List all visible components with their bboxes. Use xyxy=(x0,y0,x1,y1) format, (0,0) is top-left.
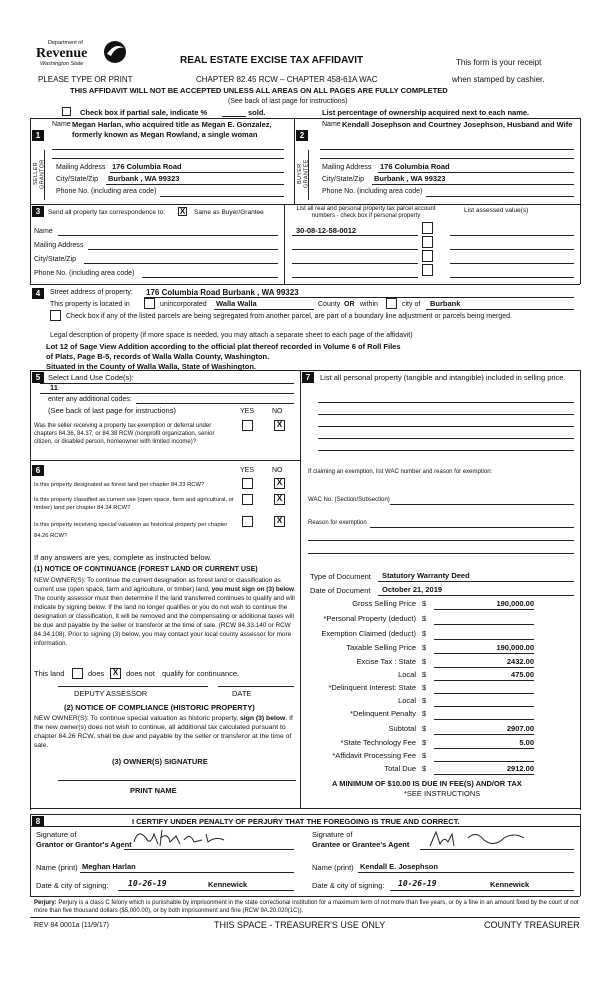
treasurer-space-label: THIS SPACE - TREASURER'S USE ONLY xyxy=(214,920,386,930)
county-value[interactable]: Walla Walla xyxy=(216,299,257,308)
segregated-checkbox[interactable] xyxy=(50,310,61,321)
sold-label: sold. xyxy=(248,108,266,117)
qualify-label: qualify for continuance. xyxy=(162,669,240,678)
notice1-bold: you must sign on (3) below xyxy=(211,586,294,593)
notice-compliance-text xyxy=(34,714,296,750)
fee-value-6[interactable] xyxy=(434,684,534,694)
exemption-wac-label: If claiming an exemption, list WAC number and reason for exemption: xyxy=(308,469,493,475)
city-checkbox[interactable] xyxy=(386,298,397,309)
dor-logo xyxy=(36,40,136,70)
grantor-sig-of: Signature of xyxy=(36,830,77,839)
fee-value-2[interactable] xyxy=(434,630,534,640)
grantor-agent-label: Grantor or Grantor's Agent xyxy=(36,840,132,849)
fee-value-3[interactable]: 190,000.00 xyxy=(434,644,534,654)
grantee-city-value[interactable]: Kennewick xyxy=(490,880,530,889)
does-not-checkbox[interactable]: X xyxy=(110,668,121,679)
fee-label-10: *State Technology Fee xyxy=(340,738,416,747)
s5-no-checkbox[interactable]: X xyxy=(274,420,285,431)
fee-dollar-9: $ xyxy=(422,724,427,733)
fee-value-4[interactable]: 2432.00 xyxy=(434,658,534,668)
fee-label-8: *Delinquent Penalty xyxy=(350,709,416,718)
logo-revenue-text: Revenue xyxy=(36,46,88,61)
fee-dollar-2: $ xyxy=(422,629,427,638)
fee-label-1: *Personal Property (deduct) xyxy=(323,614,416,623)
grantee-name-label: Name (print) xyxy=(312,863,354,872)
perjury-note xyxy=(34,899,580,915)
s5-no-header: NO xyxy=(272,408,283,415)
parcel-1-personal-checkbox[interactable] xyxy=(422,222,433,234)
fee-dollar-3: $ xyxy=(422,643,427,652)
buyer-phone-label: Phone No. (including area code) xyxy=(322,188,423,195)
correspondence-name-label: Name xyxy=(34,228,53,235)
section-1-number: 1 xyxy=(32,130,44,141)
fee-label-0: Gross Selling Price xyxy=(352,599,416,608)
grantor-name-value[interactable]: Meghan Harlan xyxy=(82,862,136,871)
logo-swoosh-icon xyxy=(102,40,128,64)
fee-label-5: Local xyxy=(398,670,416,679)
section-5-number: 5 xyxy=(32,372,44,383)
fee-dollar-6: $ xyxy=(422,683,427,692)
doc-type-value[interactable]: Statutory Warranty Deed xyxy=(382,571,470,580)
print-name-label: PRINT NAME xyxy=(130,786,177,795)
grantor-date-label: Date & city of signing: xyxy=(36,881,109,890)
see-instructions-note: *SEE INSTRUCTIONS xyxy=(404,789,481,798)
deputy-assessor-label: DEPUTY ASSESSOR xyxy=(74,689,148,698)
partial-sale-pct-field[interactable] xyxy=(222,108,246,117)
city-of-label: city of xyxy=(402,301,421,308)
fee-value-7[interactable] xyxy=(434,697,534,707)
current-use-question: Is this property classified as current use (open space, farm and agricultural, or timber) land per chapter 84.34 RCW? xyxy=(34,497,234,511)
unincorporated-checkbox[interactable] xyxy=(144,298,155,309)
seller-city-value[interactable]: Burbank , WA 99323 xyxy=(108,174,180,183)
land-use-code[interactable]: 11 xyxy=(50,383,58,392)
print-note: PLEASE TYPE OR PRINT xyxy=(38,75,133,84)
or-label: OR xyxy=(344,301,355,308)
forest-land-question: Is this property designated as forest land per chapter 84.33 RCW? xyxy=(34,482,205,488)
certify-text: I CERTIFY UNDER PENALTY OF PERJURY THAT THE FOREGOING IS TRUE AND CORRECT. xyxy=(132,817,460,826)
q1-no-checkbox[interactable]: X xyxy=(274,478,285,489)
fee-label-7: Local xyxy=(398,696,416,705)
doc-type-label: Type of Document xyxy=(310,572,371,581)
fee-dollar-12: $ xyxy=(422,764,427,773)
buyer-name-label: Name xyxy=(322,121,341,128)
correspondence-phone-label: Phone No. (including area code) xyxy=(34,270,135,277)
grantor-signature-image[interactable] xyxy=(128,826,238,850)
land-use-label: Select Land Use Code(s): xyxy=(48,373,134,382)
notice-continuance-text xyxy=(34,576,296,648)
seller-name-value[interactable]: Megan Harlan, who acquired title as Megan E. Gonzalez, formerly known as Megan Rowland, a single woman xyxy=(72,120,272,139)
s6-yes-header: YES xyxy=(240,467,255,474)
fee-label-9: Subtotal xyxy=(388,724,416,733)
form-title: REAL ESTATE EXCISE TAX AFFIDAVIT xyxy=(180,55,364,66)
warning-text: THIS AFFIDAVIT WILL NOT BE ACCEPTED UNLESS ALL AREAS ON ALL PAGES ARE FULLY COMPLETED xyxy=(70,86,448,95)
notice2-part-a: NEW OWNER(S): To continue special valuation as historic property, xyxy=(34,715,239,722)
city-value[interactable]: Burbank xyxy=(430,299,461,308)
fee-label-11: *Affidavit Processing Fee xyxy=(332,751,416,760)
perjury-text: Perjury is a class C felony which is punishable by imprisonment in the state correctional institution for a maximum term of not more than five years, or by a fine in an amount fixed by the court of not more than five thousand dollars ($5,000.00), or by both imprisonment and fine (RCW 9A.20.020(1C)). xyxy=(34,900,579,914)
fee-value-11[interactable] xyxy=(434,752,534,762)
fee-label-6: *Delinquent Interest: State xyxy=(328,683,416,692)
within-label: within xyxy=(360,301,378,308)
section-8-number: 8 xyxy=(32,816,44,827)
doc-date-label: Date of Document xyxy=(310,586,371,595)
buyer-city-label: City/State/Zip xyxy=(322,176,365,183)
q2-no-checkbox[interactable]: X xyxy=(274,494,285,505)
grantor-city-value[interactable]: Kennewick xyxy=(208,880,248,889)
perjury-label: Perjury: xyxy=(34,900,57,906)
notice-compliance-title: (2) NOTICE OF COMPLIANCE (HISTORIC PROPERTY) xyxy=(64,703,255,712)
s5-yes-header: YES xyxy=(240,408,255,415)
q3-no-checkbox[interactable]: X xyxy=(274,516,285,527)
q1-yes-checkbox[interactable] xyxy=(242,478,253,489)
receipt-note-1: This form is your receipt xyxy=(456,58,542,67)
segregated-label: Check box if any of the listed parcels are being segregated from another parcel, are part of a boundary line adjustment or parcels being merged. xyxy=(66,313,512,320)
buyer-city-value[interactable]: Burbank , WA 99323 xyxy=(374,174,446,183)
s6-no-header: NO xyxy=(272,467,283,474)
date-label: DATE xyxy=(232,689,252,698)
buyer-mailing-value[interactable]: 176 Columbia Road xyxy=(380,162,450,171)
q3-yes-checkbox[interactable] xyxy=(242,516,253,527)
correspondence-mailing-label: Mailing Address xyxy=(34,242,84,249)
seller-phone-label: Phone No. (including area code) xyxy=(56,188,157,195)
historic-question: Is this property receiving special valuation as historical property per chapter 84.26 RCW? xyxy=(34,522,228,539)
owner-signature-label: (3) OWNER(S) SIGNATURE xyxy=(112,757,208,766)
does-label: does xyxy=(88,669,105,678)
street-address-value[interactable]: 176 Columbia Road Burbank , WA 99323 xyxy=(146,288,299,297)
fee-value-0[interactable]: 190,000.00 xyxy=(434,600,534,610)
fee-value-8[interactable] xyxy=(434,710,534,720)
grantee-agent-label: Grantee or Grantee's Agent xyxy=(312,840,410,849)
fee-value-12[interactable]: 2912.00 xyxy=(434,765,534,775)
personal-property-label: List all personal property (tangible and intangible) included in selling price. xyxy=(320,373,566,382)
section-2-number: 2 xyxy=(296,130,308,141)
fee-dollar-0: $ xyxy=(422,599,427,608)
fee-label-12: Total Due xyxy=(384,764,416,773)
grantee-name-value[interactable]: Kendall E. Josephson xyxy=(360,862,438,871)
same-as-buyer-label: Same as Buyer/Grantee xyxy=(194,209,264,216)
grantor-date-value[interactable]: 10-26-19 xyxy=(128,879,167,888)
notice2-bold: sign (3) below xyxy=(240,715,286,722)
parcel-4-personal-checkbox[interactable] xyxy=(422,264,433,276)
parcel-3-personal-checkbox[interactable] xyxy=(422,250,433,262)
section-7-number: 7 xyxy=(302,372,314,383)
buyer-name-value[interactable]: Kendall Josephson and Courtney Josephson, Husband and Wife xyxy=(342,120,573,129)
county-label: County xyxy=(318,301,341,308)
section-4-number: 4 xyxy=(32,288,44,299)
fee-dollar-5: $ xyxy=(422,670,427,679)
fee-label-4: Excise Tax : State xyxy=(356,657,416,666)
notice-continuance-title: (1) NOTICE OF CONTINUANCE (FOREST LAND OR CURRENT USE) xyxy=(34,566,258,573)
section-6-number: 6 xyxy=(32,465,44,476)
fee-dollar-8: $ xyxy=(422,709,427,718)
located-in-label: This property is located in xyxy=(50,301,130,308)
see-back-note: (See back of last page for instructions) xyxy=(228,98,348,105)
land-use-see-back: (See back of last page for instructions) xyxy=(48,406,176,415)
fee-value-9[interactable]: 2907.00 xyxy=(434,725,534,735)
this-land-label: This land xyxy=(34,669,65,678)
assessed-header: List assessed value(s) xyxy=(464,207,529,214)
wac-no-label: WAC No. (Section/Subsection) xyxy=(308,497,390,503)
grantee-date-label: Date & city of signing: xyxy=(312,881,385,890)
logo-state-text: Washington State xyxy=(40,61,84,67)
fee-value-1[interactable] xyxy=(434,615,534,625)
additional-codes-label: enter any additional codes: xyxy=(48,396,132,403)
grantor-name-label: Name (print) xyxy=(36,863,78,872)
partial-sale-label: Check box if partial sale, indicate % xyxy=(80,108,208,117)
parcel-header: List all real and personal property tax parcel account numbers - check box if personal property xyxy=(296,206,436,219)
fee-label-2: Exemption Claimed (deduct) xyxy=(321,629,416,638)
doc-date-value[interactable]: October 21, 2019 xyxy=(382,585,443,594)
q2-yes-checkbox[interactable] xyxy=(242,494,253,505)
fee-dollar-4: $ xyxy=(422,657,427,666)
fee-value-10[interactable]: 5.00 xyxy=(434,739,534,749)
fee-value-5[interactable]: 475.00 xyxy=(434,671,534,681)
form-number: REV 84 0001a (11/9/17) xyxy=(34,922,109,929)
seller-mailing-label: Mailing Address xyxy=(56,164,106,171)
fee-dollar-10: $ xyxy=(422,738,427,747)
does-not-label: does not xyxy=(126,669,155,678)
seller-name-label: Name xyxy=(52,121,71,128)
county-treasurer-label: COUNTY TREASURER xyxy=(484,920,580,930)
unincorporated-label: unincorporated xyxy=(160,301,207,308)
does-checkbox[interactable] xyxy=(72,668,83,679)
if-yes-note: If any answers are yes, complete as instructed below. xyxy=(34,553,212,562)
fee-dollar-11: $ xyxy=(422,751,427,760)
notice1-part-a: NEW OWNER(S): To continue the current designation as forest land or classification as current use (open space, farm and agriculture, or timber) land, xyxy=(34,577,281,593)
same-as-buyer-checkbox[interactable]: X xyxy=(179,207,186,216)
reason-label: Reason for exemption xyxy=(308,520,367,526)
list-pct-note: List percentage of ownership acquired next to each name. xyxy=(322,108,530,117)
section-3-number: 3 xyxy=(32,206,44,217)
parcel-2-personal-checkbox[interactable] xyxy=(422,236,433,248)
fee-label-3: Taxable Selling Price xyxy=(346,643,416,652)
street-address-label: Street address of property: xyxy=(50,289,133,296)
grantee-signature-image[interactable] xyxy=(424,828,554,850)
legal-desc-label: Legal description of property (if more space is needed, you may attach a separate sheet to each page of the affidavit) xyxy=(50,332,413,339)
parcel-number-1[interactable]: 30-08-12-58-0012 xyxy=(296,226,357,235)
legal-desc-line-2[interactable]: of Plats, Page B-5, records of Walla Walla County, Washington. xyxy=(46,352,270,361)
receipt-note-2: when stamped by cashier. xyxy=(452,75,545,84)
seller-mailing-value[interactable]: 176 Columbia Road xyxy=(112,162,182,171)
buyer-grantee-label: BUYER GRANTEE xyxy=(297,159,310,189)
partial-sale-checkbox[interactable] xyxy=(62,107,71,116)
s5-yes-checkbox[interactable] xyxy=(242,420,253,431)
grantee-date-value[interactable]: 10-26-19 xyxy=(398,879,437,888)
correspondence-city-label: City/State/Zip xyxy=(34,256,77,263)
seller-city-label: City/State/Zip xyxy=(56,176,99,183)
minimum-fee-note: A MINIMUM OF $10.00 IS DUE IN FEE(S) AND/OR TAX xyxy=(332,779,522,788)
buyer-mailing-label: Mailing Address xyxy=(322,164,372,171)
seller-grantor-label: SELLER GRANTOR xyxy=(33,159,46,189)
chapter-ref: CHAPTER 82.45 RCW – CHAPTER 458-61A WAC xyxy=(196,75,378,84)
fee-dollar-1: $ xyxy=(422,614,427,623)
logo-dept-text: Department of xyxy=(48,40,83,46)
grantee-sig-of: Signature of xyxy=(312,830,353,839)
fee-dollar-7: $ xyxy=(422,696,427,705)
exemption-question: Was the seller receiving a property tax exemption or deferral under chapters 84.36, 84.37, or 84.38 RCW (nonprofit organization, senior citizen, or disabled person, homeowner with limited income)? xyxy=(34,423,215,445)
legal-desc-line-3[interactable]: Situated in the County of Walla Walla, State of Washington. xyxy=(46,362,256,371)
notice1-part-b: . The county assessor must then determine if the land transferred continues to qualify and will indicate by signing below. If the land no longer qualifies or you do not wish to continue the designation or classification, it will be removed and the compensating or additional taxes will be due and payable by the seller or transferor at the time of sale. (RCW 84.33.140 or RCW 84.34.108). Prior to signing (3) below, you may contact your local county assessor for more information. xyxy=(34,586,296,647)
notice2-part-b: . If the new owner(s) does not wish to continue, all additional tax calculated pursuant to chapter 84.26 RCW, shall be due and payable by the seller or transferor at the time of sale. xyxy=(34,715,293,749)
send-correspondence-label: Send all property tax correspondence to: xyxy=(48,209,166,216)
legal-desc-line-1[interactable]: Lot 12 of Sage View Addition according to the official plat thereof recorded in Volume 6 of Roll Files xyxy=(46,342,401,351)
